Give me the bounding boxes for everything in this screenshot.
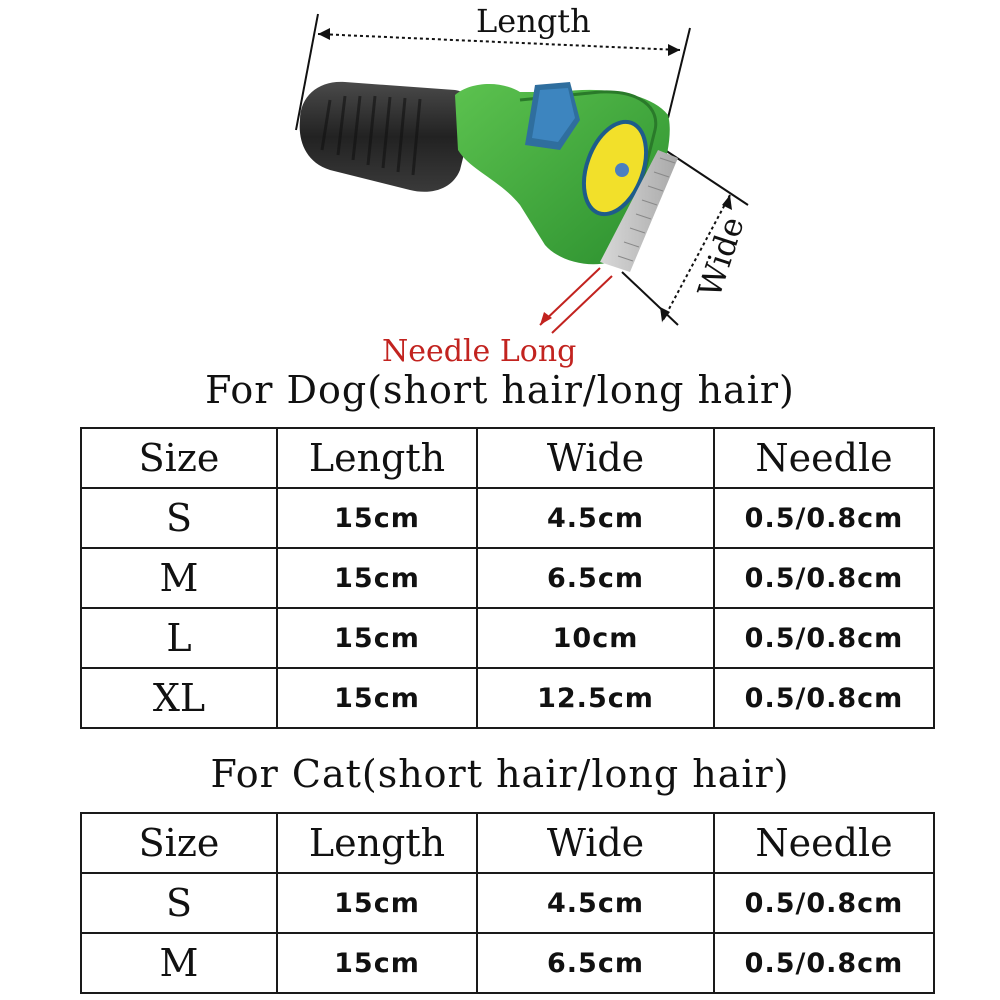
table-row <box>81 488 934 548</box>
table-header-row <box>81 813 934 873</box>
needle-cell: 0.5/0.8cm <box>714 608 934 668</box>
table-row <box>81 873 934 933</box>
header-length: Length <box>277 428 477 488</box>
needle-cell: 0.5/0.8cm <box>714 873 934 933</box>
cat-section-title: For Cat(short hair/long hair) <box>210 752 790 796</box>
wide-cell: 6.5cm <box>477 933 714 993</box>
size-cell: S <box>81 873 277 933</box>
table-row <box>81 608 934 668</box>
table-header-row <box>81 428 934 488</box>
length-label: Length <box>476 2 591 40</box>
header-length: Length <box>277 813 477 873</box>
size-cell: S <box>81 488 277 548</box>
cat-size-table <box>80 812 935 994</box>
handle <box>300 82 473 192</box>
header-needle: Needle <box>714 813 934 873</box>
wide-label: Wide <box>690 212 752 302</box>
table-row <box>81 668 934 728</box>
header-wide: Wide <box>477 428 714 488</box>
length-cell: 15cm <box>277 608 477 668</box>
wide-cell: 12.5cm <box>477 668 714 728</box>
table-row <box>81 933 934 993</box>
length-cell: 15cm <box>277 873 477 933</box>
wide-cell: 6.5cm <box>477 548 714 608</box>
needle-cell: 0.5/0.8cm <box>714 933 934 993</box>
length-cell: 15cm <box>277 668 477 728</box>
needle-dimension <box>540 268 612 333</box>
header-needle: Needle <box>714 428 934 488</box>
length-cell: 15cm <box>277 488 477 548</box>
needle-long-label: Needle Long <box>382 334 577 369</box>
needle-cell: 0.5/0.8cm <box>714 488 934 548</box>
header-size: Size <box>81 813 277 873</box>
length-cell: 15cm <box>277 548 477 608</box>
table-row <box>81 548 934 608</box>
needle-cell: 0.5/0.8cm <box>714 548 934 608</box>
needle-cell: 0.5/0.8cm <box>714 668 934 728</box>
wide-cell: 10cm <box>477 608 714 668</box>
size-cell: M <box>81 933 277 993</box>
size-cell: L <box>81 608 277 668</box>
dog-section-title: For Dog(short hair/long hair) <box>205 368 795 412</box>
deshedding-tool-illustration <box>0 0 1000 370</box>
dog-size-table <box>80 427 935 729</box>
header-wide: Wide <box>477 813 714 873</box>
product-figure <box>0 0 1000 370</box>
wide-cell: 4.5cm <box>477 488 714 548</box>
size-cell: M <box>81 548 277 608</box>
size-cell: XL <box>81 668 277 728</box>
header-size: Size <box>81 428 277 488</box>
wide-cell: 4.5cm <box>477 873 714 933</box>
length-cell: 15cm <box>277 933 477 993</box>
